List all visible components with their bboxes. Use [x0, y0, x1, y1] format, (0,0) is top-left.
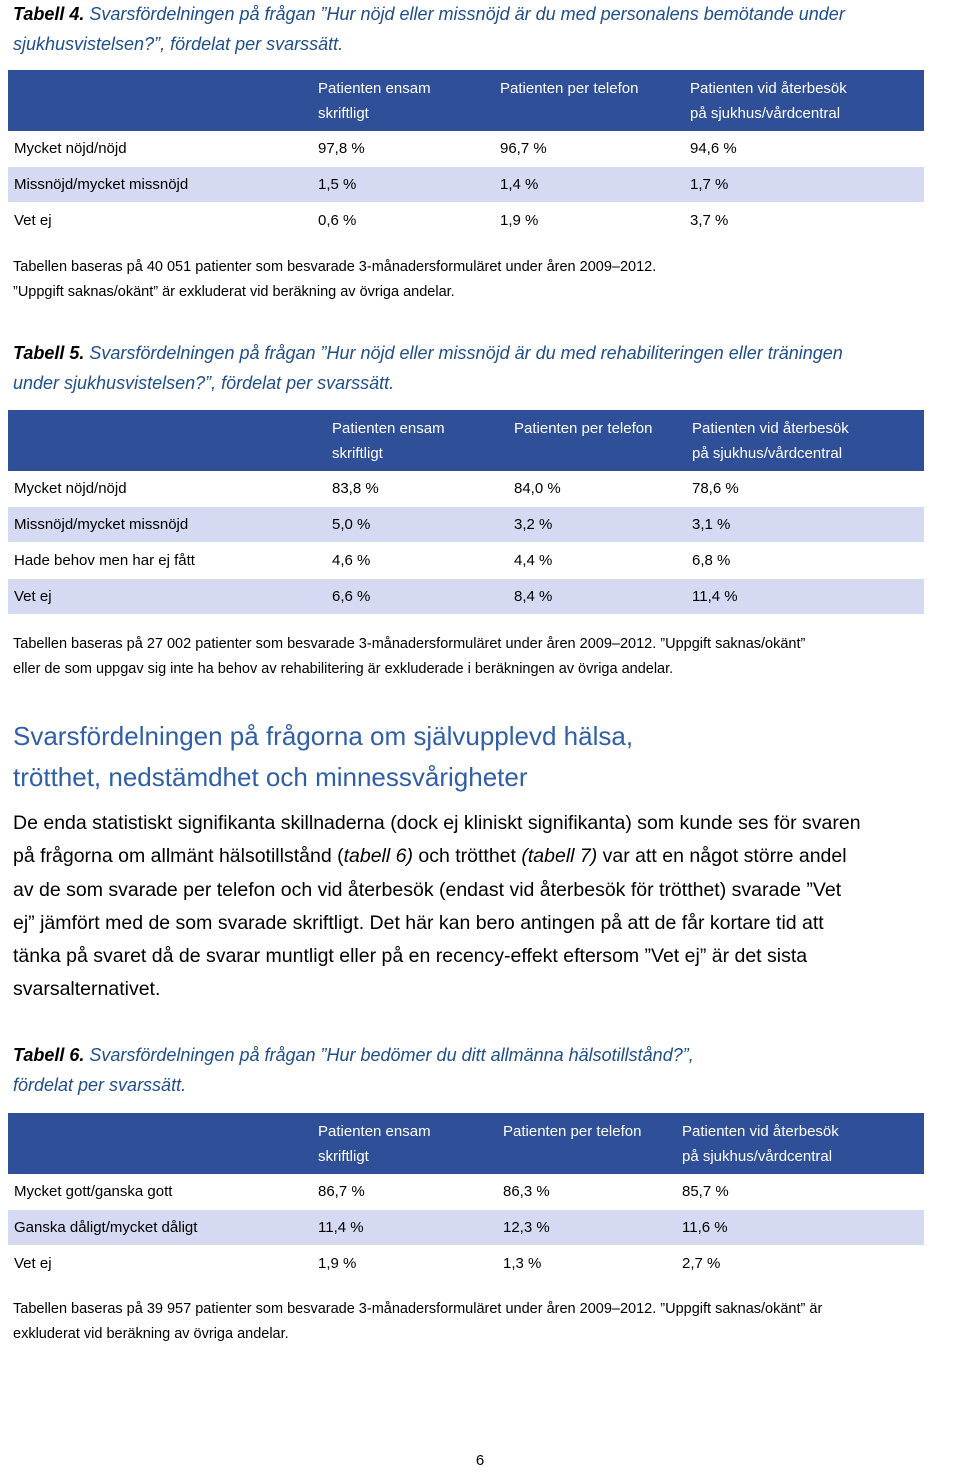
table5-col1-header: Patienten ensam skriftligt	[332, 420, 445, 462]
table-row: Mycket nöjd/nöjd 97,8 % 96,7 % 94,6 %	[8, 131, 924, 167]
table-row: Missnöjd/mycket missnöjd 5,0 % 3,2 % 3,1 %	[8, 507, 924, 543]
table5-note-line2: eller de som uppgav sig inte ha behov av rehabilitering är exkluderade i beräkningen av övriga andelar.	[13, 661, 674, 677]
table4-note-line2: ”Uppgift saknas/okänt” är exkluderat vid beräkning av övriga andelar.	[13, 284, 455, 300]
table-row: Hade behov men har ej fått 4,6 % 4,4 % 6,8 %	[8, 543, 924, 579]
table-row: Vet ej 6,6 % 8,4 % 11,4 %	[8, 579, 924, 615]
table6-note-line1: Tabellen baseras på 39 957 patienter som besvarade 3-månadersformuläret under åren 2009–2012. ”Uppgift saknas/okänt” är	[13, 1301, 823, 1317]
section-body	[13, 807, 958, 1007]
table6-header	[8, 1113, 924, 1174]
table4-note-line1: Tabellen baseras på 40 051 patienter som besvarade 3-månadersformuläret under åren 2009–2012.	[13, 259, 657, 275]
section-heading-line2: trötthet, nedstämdhet och minnessvårigheter	[13, 762, 528, 792]
table6-caption-line1	[13, 1040, 694, 1070]
table5-caption-label: Tabell 5.	[13, 343, 85, 363]
table6-caption-label: Tabell 6.	[13, 1045, 85, 1065]
table5	[8, 410, 924, 615]
table6-reference: tabell 6)	[343, 845, 413, 868]
table5-header	[8, 410, 924, 471]
body-line: tänka på svaret då de svarar muntligt eller på en recency-effekt eftersom ”Vet ej” är det sista	[13, 945, 808, 968]
table6-col2-header: Patienten per telefon	[503, 1123, 642, 1140]
table-row: Missnöjd/mycket missnöjd 1,5 % 1,4 % 1,7 %	[8, 167, 924, 203]
table5-caption-text: Svarsfördelningen på frågan ”Hur nöjd eller missnöjd är du med rehabiliteringen eller träningen	[84, 343, 843, 363]
table5-col3-header: Patienten vid återbesök på sjukhus/vårdcentral	[692, 420, 849, 462]
table-row: Mycket gott/ganska gott 86,7 % 86,3 % 85,7 %	[8, 1174, 924, 1210]
table-row: Mycket nöjd/nöjd 83,8 % 84,0 % 78,6 %	[8, 471, 924, 507]
table4-caption-label: Tabell 4.	[13, 4, 85, 24]
table5-caption-line1	[13, 338, 843, 368]
table6-caption-line2: fördelat per svarssätt.	[13, 1075, 187, 1095]
table5-col2-header: Patienten per telefon	[514, 420, 653, 437]
table5-caption-line2: under sjukhusvistelsen?”, fördelat per svarssätt.	[13, 373, 395, 393]
table4-col1-header: Patienten ensam skriftligt	[318, 80, 431, 122]
table4-header	[8, 70, 924, 131]
body-line: av de som svarade per telefon och vid återbesök (endast vid återbesök för trötthet) svarade ”Vet	[13, 878, 842, 901]
table4-caption-line2: sjukhusvistelsen?”, fördelat per svarssätt.	[13, 34, 344, 54]
body-line: De enda statistiskt signifikanta skillnaderna (dock ej kliniskt signifikanta) som kunde ses för svaren	[13, 812, 861, 834]
table4-caption-line1	[13, 0, 845, 29]
table5-note-line1: Tabellen baseras på 27 002 patienter som besvarade 3-månadersformuläret under åren 2009–2012. ”Uppgift saknas/okänt”	[13, 636, 806, 652]
table4-col3-header: Patienten vid återbesök på sjukhus/vårdcentral	[690, 80, 847, 122]
table-row: Ganska dåligt/mycket dåligt 11,4 % 12,3 % 11,6 %	[8, 1210, 924, 1246]
table4-caption-text: Svarsfördelningen på frågan ”Hur nöjd eller missnöjd är du med personalens bemötande under	[84, 4, 845, 24]
body-line: på frågorna om allmänt hälsotillstånd (tabell 6) och trötthet (tabell 7) var att en något större andel	[13, 845, 847, 868]
table6-caption-text: Svarsfördelningen på frågan ”Hur bedömer du ditt allmänna hälsotillstånd?”,	[84, 1045, 694, 1065]
body-line: ej” jämfört med de som svarade skriftligt. Det här kan bero antingen på att de får kortare tid att	[13, 911, 824, 934]
table4	[8, 70, 924, 239]
body-line: svarsalternativet.	[13, 978, 161, 1001]
section-heading-line1: Svarsfördelningen på frågorna om självupplevd hälsa,	[13, 721, 634, 751]
table7-reference: (tabell 7)	[521, 845, 598, 868]
table-row: Vet ej 0,6 % 1,9 % 3,7 %	[8, 203, 924, 239]
table6	[8, 1113, 924, 1282]
table6-col3-header: Patienten vid återbesök på sjukhus/vårdcentral	[682, 1123, 839, 1165]
table4-col2-header: Patienten per telefon	[500, 80, 639, 97]
page-number: 6	[475, 1452, 485, 1469]
table6-col1-header: Patienten ensam skriftligt	[318, 1123, 431, 1165]
table6-note-line2: exkluderat vid beräkning av övriga andelar.	[13, 1326, 289, 1342]
table-row: Vet ej 1,9 % 1,3 % 2,7 %	[8, 1246, 924, 1282]
